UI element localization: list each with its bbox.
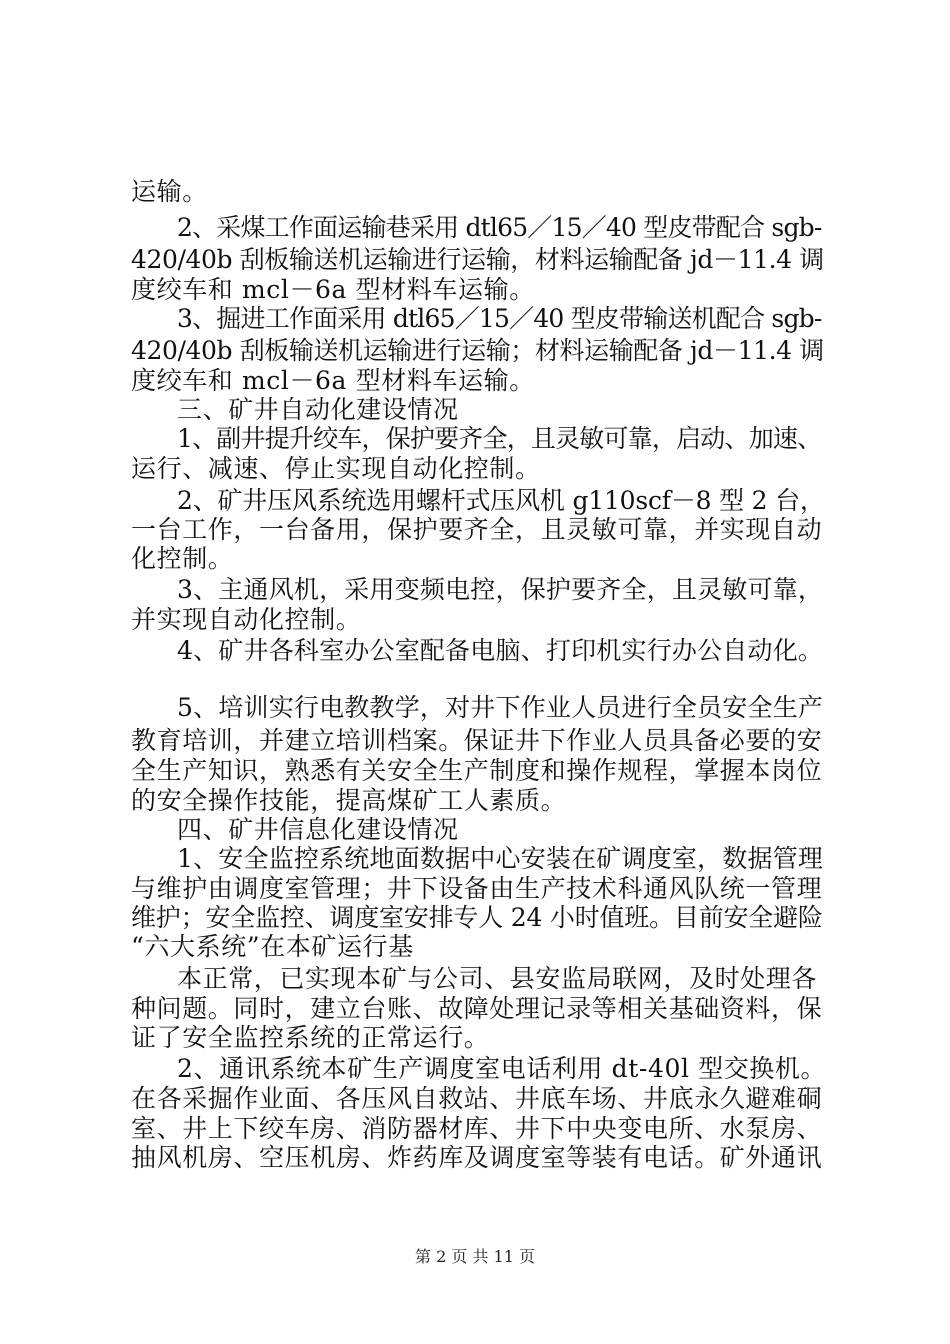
text-line: 4、矿井各科室办公室配备电脑、打印机实行办公自动化。 (177, 636, 824, 665)
text-line: 化控制。 (131, 544, 234, 573)
text-line: 1、安全监控系统地面数据中心安装在矿调度室，数据管理 (177, 844, 824, 873)
page-number-footer: 第 2 页 共 11 页 (415, 1247, 535, 1266)
text-line: 本正常，已实现本矿与公司、县安监局联网，及时处理各 (177, 964, 818, 993)
text-line: 420/40b 刮板输送机运输进行运输，材料运输配备 jd－11.4 调 (131, 245, 824, 274)
text-line: 3、掘进工作面采用 dtl65／15／40 型皮带输送机配合 sgb- (177, 304, 822, 333)
section-heading: 四、矿井信息化建设情况 (177, 815, 459, 844)
section-heading: 三、矿井自动化建设情况 (177, 395, 459, 424)
text-line: 教育培训，并建立培训档案。保证井下作业人员具备必要的安 (131, 726, 823, 755)
text-line: 证了安全监控系统的正常运行。 (131, 1023, 490, 1052)
text-line: 室、井上下绞车房、消防器材库、井下中央变电所、水泵房、 (131, 1114, 823, 1143)
text-line: 2、通讯系统本矿生产调度室电话利用 dt-40l 型交换机。 (177, 1054, 827, 1083)
text-line: 种问题。同时，建立台账、故障处理记录等相关基础资料，保 (131, 994, 823, 1023)
text-line: 维护；安全监控、调度室安排专人 24 小时值班。目前安全避险 (131, 903, 823, 932)
text-line: 420/40b 刮板输送机运输进行运输；材料运输配备 jd－11.4 调 (131, 336, 824, 365)
text-line: 运行、减速、停止实现自动化控制。 (131, 454, 541, 483)
text-line: 1、副井提升绞车，保护要齐全，且灵敏可靠，启动、加速、 (177, 424, 822, 453)
text-line: 与维护由调度室管理；井下设备由生产技术科通风队统一管理 (131, 874, 823, 903)
text-line: 度绞车和 mcl－6a 型材料车运输。 (131, 366, 535, 395)
text-line: 5、培训实行电教教学，对井下作业人员进行全员安全生产 (177, 693, 824, 722)
text-line: 的安全操作技能，提高煤矿工人素质。 (131, 786, 567, 815)
text-line: 2、矿井压风系统选用螺杆式压风机 g110scf－8 型 2 台， (177, 486, 825, 515)
text-line: 运输。 (131, 177, 208, 206)
text-line: 3、主通风机，采用变频电控，保护要齐全，且灵敏可靠， (177, 575, 824, 604)
text-line: 2、采煤工作面运输巷采用 dtl65／15／40 型皮带配合 sgb- (177, 213, 822, 242)
text-line: 抽风机房、空压机房、炸药库及调度室等装有电话。矿外通讯 (131, 1143, 823, 1172)
text-line: 度绞车和 mcl－6a 型材料车运输。 (131, 275, 535, 304)
text-line: 在各采掘作业面、各压风自救站、井底车场、井底永久避难硐 (131, 1084, 823, 1113)
text-line: 全生产知识，熟悉有关安全生产制度和操作规程，掌握本岗位 (131, 756, 823, 785)
text-line: “六大系统”在本矿运行基 (131, 932, 414, 961)
text-line: 一台工作，一台备用，保护要齐全，且灵敏可靠，并实现自动 (131, 515, 823, 544)
text-line: 并实现自动化控制。 (131, 605, 362, 634)
